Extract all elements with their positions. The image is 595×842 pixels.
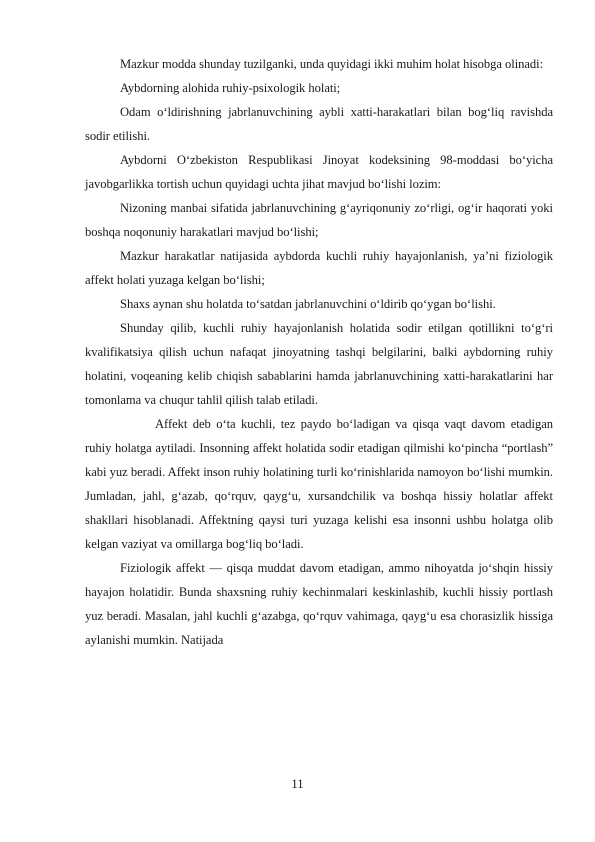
paragraph-condition-3: Shaxs aynan shu holatda to‘satdan jabrlanuvchini o‘ldirib qo‘ygan bo‘lishi.	[120, 297, 496, 311]
paragraph-physiological-affect: Fiziologik affekt — qisqa muddat davom etadigan, ammo nihoyatda jo‘shqin hissiy hayajon holatidir. Bunda shaxsning ruhiy kechinmalari keskinlashib, kuchli hissiy portlash yuz beradi. Masalan, jahl kuchli g‘azabga, qo‘rquv vahimaga, qayg‘u esa chorasizlik hissiga aylanishi mumkin. Natijada	[85, 561, 553, 647]
paragraph-point-2: Odam o‘ldirishning jabrlanuvchining aybli xatti-harakatlari bilan bog‘liq ravishda sodir etilishi.	[85, 105, 553, 143]
paragraph-summary: Shunday qilib, kuchli ruhiy hayajonlanish holatida sodir etilgan qotillikni to‘g‘ri kvalifikatsiya qilish uchun nafaqat jinoyatning tashqi belgilarini, balki aybdorning ruhiy holatini, voqeaning kelib chiqish sabablarini hamda jabrlanuvchining xatti-harakatlarini har tomonlama va chuqur tahlil qilish talab etiladi.	[85, 321, 553, 407]
paragraph-condition-1: Nizoning manbai sifatida jabrlanuvchining g‘ayriqonuniy zo‘rligi, og‘ir haqorati yoki boshqa noqonuniy harakatlari mavjud bo‘lishi;	[85, 201, 553, 239]
document-body	[85, 52, 553, 652]
paragraph-point-1: Aybdorning alohida ruhiy-psixologik holati;	[120, 81, 341, 95]
page-number: 11	[291, 777, 304, 791]
paragraph-conditions: Aybdorni O‘zbekiston Respublikasi Jinoyat kodeksining 98-moddasi bo‘yicha javobgarlikka tortish uchun quyidagi uchta jihat mavjud bo‘lishi lozim:	[85, 153, 553, 191]
paragraph-intro: Mazkur modda shunday tuzilganki, unda quyidagi ikki muhim holat hisobga olinadi:	[120, 57, 544, 71]
paragraph-affect-definition: Affekt deb o‘ta kuchli, tez paydo bo‘ladigan va qisqa vaqt davom etadigan ruhiy holatga aytiladi. Insonning affekt holatida sodir etadigan qilmishi ko‘pincha “portlash” kabi yuz beradi. Affekt inson ruhiy holatining turli ko‘rinishlarida namoyon bo‘lishi mumkin. Jumladan, jahl, g‘azab, qo‘rquv, qayg‘u, xursandchilik va boshqa hissiy holatlar affekt shakllari hisoblanadi. Affektning qaysi turi yuzaga kelishi esa insonni ushbu holatga olib kelgan vaziyat va omillarga bog‘liq bo‘ladi.	[85, 417, 553, 551]
paragraph-condition-2: Mazkur harakatlar natijasida aybdorda kuchli ruhiy hayajonlanish, ya’ni fiziologik affekt holati yuzaga kelgan bo‘lishi;	[85, 249, 553, 287]
